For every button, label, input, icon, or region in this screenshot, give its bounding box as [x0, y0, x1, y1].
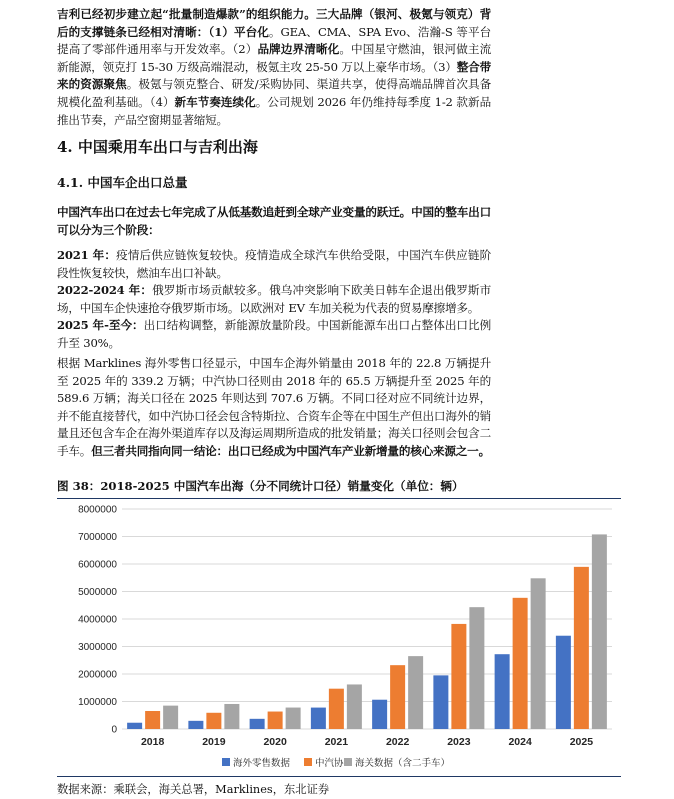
bar [145, 711, 160, 729]
stage-text: 疫情后供应链恢复较快。疫情造成全球汽车供给受限，中国汽车供应链阶段性恢复较快，燃油车出口补缺。 [57, 248, 491, 280]
x-tick-label: 2023 [447, 736, 471, 748]
para-text: 根据 Marklines 海外零售口径显示，中国车企海外销量由 2018 年的 22.8 万辆提升至 2025 年的 339.2 万辆；中汽协口径则由 2018 年的 65.5 万辆提升至 2025 年的 589.6 万辆；海关口径在 2025 年则达到 707.6 万辆。不同口径对应不同统计边界，并不能直接替代，如中汽协口径会包含特斯拉、合资车企等在中国生产但出口海外的销量且还包含车企在海外渠道库存以及海运周期所造成的批发销量；海关口径则会包含二手车。 [57, 356, 491, 458]
legend-swatch [222, 758, 230, 766]
stage-item [57, 282, 491, 317]
stage-label: 2021 年： [57, 248, 117, 262]
x-tick-label: 2020 [263, 736, 287, 748]
bar [408, 656, 423, 729]
bar [469, 607, 484, 729]
bar [286, 708, 301, 729]
bar [163, 706, 178, 729]
stage-label: 2025 年-至今： [57, 318, 144, 333]
subsection-heading: 4.1. 中国车企出口总量 [57, 175, 188, 190]
legend-label: 海关数据（含二手车） [355, 758, 451, 769]
bar [592, 534, 607, 729]
bar [574, 567, 589, 729]
legend-swatch [344, 758, 352, 766]
x-tick-label: 2025 [569, 736, 594, 748]
para-text: 。中国星守燃油，银河做主流新能源，领克打 15-30 万级高端混动，极氪主攻 25-50 万以上豪华市场。（3） [57, 42, 492, 74]
para-text: ”的组织能力。三大品牌（银河、极氪与领克）背后的支撑链条已经相对清晰：（1） [57, 7, 491, 39]
bar [513, 598, 528, 729]
figure-caption: 图 38：2018-2025 中国汽车出海（分不同统计口径）销量变化（单位：辆） [57, 478, 621, 499]
bar [329, 689, 344, 729]
para-bold: 整合带来的资源聚焦 [57, 59, 491, 92]
bar [433, 675, 448, 729]
stages-list [57, 247, 491, 353]
bar [224, 704, 239, 729]
section-heading: 4. 中国乘用车出口与吉利出海 [57, 138, 258, 156]
bar [556, 636, 571, 729]
bar [188, 721, 203, 729]
bar [347, 684, 362, 729]
y-tick-label: 5000000 [78, 587, 117, 598]
bar [372, 700, 387, 729]
para-bold: 新车节奏连续化 [174, 94, 256, 109]
y-tick-label: 3000000 [78, 642, 117, 653]
bar [531, 578, 546, 729]
stage-text: 俄罗斯市场贡献较多。俄乌冲突影响下欧美日韩车企退出俄罗斯市场，中国车企快速抢夺俄罗斯市场。以欧洲对 EV 车加关税为代表的贸易摩擦增多。 [57, 283, 492, 315]
source-note: 数据来源：乘联会，海关总署，Marklines，东北证券 [57, 776, 621, 797]
bar [268, 712, 283, 729]
legend-swatch [304, 758, 312, 766]
y-tick-label: 0 [111, 724, 117, 736]
stage-item [57, 247, 491, 282]
x-tick-label: 2022 [385, 736, 410, 748]
legend-label: 海外零售数据 [233, 758, 291, 769]
x-tick-label: 2018 [140, 736, 165, 748]
y-tick-label: 4000000 [78, 614, 117, 626]
para-bold: 批量制造爆款 [168, 7, 240, 21]
x-tick-label: 2024 [508, 736, 532, 748]
bar-chart [57, 496, 621, 774]
stages-intro: 中国汽车出口在过去七年完成了从低基数追赶到全球产业变量的跃迁。中国的整车出口可以分为三个阶段： [57, 205, 491, 237]
bar [250, 719, 265, 729]
para-bold: 平台化 [233, 24, 269, 39]
bar [311, 708, 326, 729]
para-text: 。GEA、CMA、SPA Evo、浩瀚-S 等平台提高了零部件通用率与开发效率。（2） [57, 24, 491, 57]
bar [206, 713, 221, 729]
bar [390, 665, 405, 729]
stage-text: 出口结构调整，新能源放量阶段。中国新能源车出口占整体出口比例升至 30%。 [57, 318, 491, 350]
x-tick-label: 2019 [202, 736, 226, 748]
y-tick-label: 1000000 [78, 697, 117, 708]
bar [127, 723, 142, 729]
y-tick-label: 2000000 [78, 669, 117, 681]
stage-label: 2022-2024 年： [57, 283, 153, 298]
para-text: 。公司规划 2026 年仍维持每季度 1-2 款新品推出节奏，产品空窗期显著缩短。 [57, 94, 491, 127]
intro-paragraph [57, 6, 491, 129]
bar [495, 654, 510, 729]
x-tick-label: 2021 [324, 736, 349, 748]
data-paragraph [57, 355, 491, 461]
stage-item [57, 317, 491, 352]
y-tick-label: 7000000 [78, 532, 117, 543]
para-bold: 但三者共同指向同一结论：出口已经成为中国汽车产业新增量的核心来源之一。 [91, 443, 490, 458]
bar [451, 624, 466, 729]
y-tick-label: 8000000 [78, 504, 117, 516]
para-bold: 品牌边界清晰化 [257, 42, 340, 57]
y-tick-label: 6000000 [78, 559, 117, 571]
para-text: 。极氪与领克整合、研发/采购协同、渠道共享，使得高端品牌首次具备规模化盈利基础。（4） [57, 77, 491, 109]
legend-label: 中汽协 [315, 758, 344, 769]
para-text: 吉利已经初步建立起“ [57, 7, 169, 21]
